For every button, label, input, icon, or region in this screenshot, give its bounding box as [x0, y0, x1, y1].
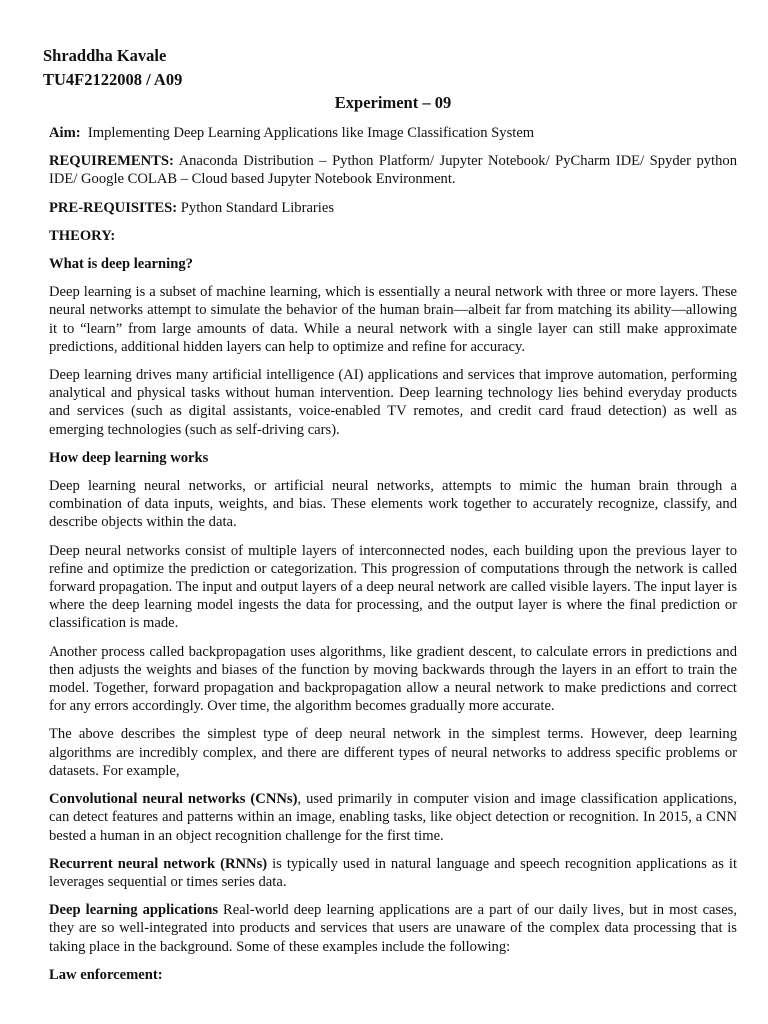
theory-heading — [49, 227, 737, 245]
rnn-label: Recurrent neural network (RNNs) — [49, 855, 268, 872]
aim-label: Aim: — [49, 125, 81, 141]
cnn-label: Convolutional neural networks (CNNs) — [49, 791, 298, 808]
theory-heading-text: THEORY: — [49, 227, 116, 244]
applications-paragraph — [49, 901, 737, 956]
how-paragraph-1: Deep learning neural networks, or artificial neural networks, attempts to mimic the human brain through a combination of data inputs, weights, and bias. These elements work together to accurately recognize, classify, and describe objects within the data. — [49, 478, 737, 531]
cnn-paragraph — [49, 790, 737, 845]
aim-line — [49, 124, 737, 142]
prerequisites-label: PRE-REQUISITES: — [49, 199, 178, 216]
rnn-paragraph — [49, 855, 737, 891]
aim-text: Implementing Deep Learning Applications like Image Classification System — [87, 125, 535, 141]
how-heading-text: How deep learning works — [49, 449, 209, 466]
law-heading-text: Law enforcement: — [49, 966, 163, 983]
document-body — [49, 124, 737, 994]
what-heading — [49, 255, 737, 273]
rnn-text: is typically used in natural language and speech recognition applications as it leverages sequential or times series data. — [49, 855, 737, 890]
what-paragraph-1: Deep learning is a subset of machine learning, which is essentially a neural network with three or more layers. These neural networks attempt to simulate the behavior of the human brain—albeit far from matching its ability—allowing it to “learn” from large amounts of data. While a neural network with a single layer can still make approximate predictions, additional hidden layers can help to optimize and refine for accuracy. — [49, 284, 737, 355]
law-heading — [49, 966, 737, 984]
experiment-title: Experiment – 09 — [334, 93, 452, 112]
prerequisites-line — [49, 199, 737, 217]
requirements-label: REQUIREMENTS: — [49, 153, 174, 170]
author-name: Shraddha Kavale — [43, 46, 167, 65]
how-heading — [49, 449, 737, 467]
requirements-text: Anaconda Distribution – Python Platform/ Jupyter Notebook/ PyCharm IDE/ Spyder python IDE/ Google COLAB – Cloud based Jupyter Notebook Environment. — [49, 153, 738, 188]
what-heading-text: What is deep learning? — [49, 256, 193, 273]
how-paragraph-4: The above describes the simplest type of deep neural network in the simplest terms. However, deep learning algorithms are incredibly complex, and there are different types of neural networks to address specific problems or datasets. For example, — [49, 726, 737, 779]
how-paragraph-3: Another process called backpropagation uses algorithms, like gradient descent, to calculate errors in predictions and then adjusts the weights and biases of the function by moving backwards through the layers in an effort to train the model. Together, forward propagation and backpropagation allow a neural network to make predictions and correct for any errors accordingly. Over time, the algorithm becomes gradually more accurate. — [49, 643, 737, 715]
prerequisites-text: Python Standard Libraries — [180, 199, 335, 216]
what-paragraph-2: Deep learning drives many artificial intelligence (AI) applications and services that improve automation, performing analytical and physical tasks without human intervention. Deep learning technology lies behind everyday products and services (such as digital assistants, voice-enabled TV remotes, and credit card fraud detection) as well as emerging technologies (such as self-driving cars). — [49, 367, 737, 438]
author-id: TU4F2122008 / A09 — [43, 70, 183, 89]
cnn-text: , used primarily in computer vision and image classification applications, can detect features and patterns within an image, enabling tasks, like object detection or recognition. In 2015, a CNN bested a human in an object recognition challenge for the first time. — [49, 791, 737, 844]
how-paragraph-2: Deep neural networks consist of multiple layers of interconnected nodes, each building upon the previous layer to refine and optimize the prediction or categorization. This progression of computations through the network is called forward propagation. The input and output layers of a deep neural network are called visible layers. The input layer is where the deep learning model ingests the data for processing, and the output layer is where the final prediction or classification is made. — [49, 542, 737, 632]
applications-text: Real-world deep learning applications are a part of our daily lives, but in most cases, they are so well-integrated into products and services that users are unaware of the complex data processing that is taking place in the background. Some of these examples include the following: — [49, 902, 738, 955]
requirements-paragraph — [49, 152, 737, 188]
applications-label: Deep learning applications — [49, 902, 219, 919]
